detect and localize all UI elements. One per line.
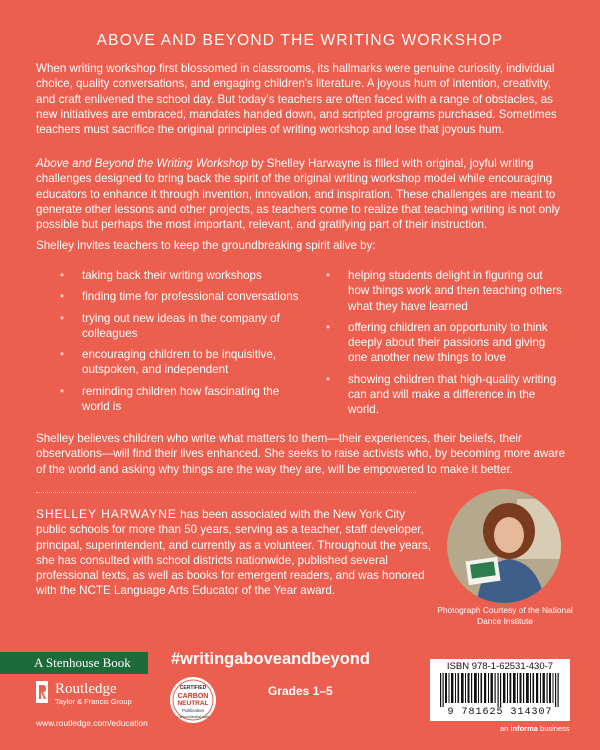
bullet-list-right bbox=[326, 268, 566, 424]
list-item: • showing children that high-quality writing can and will make a difference in the world. bbox=[326, 372, 557, 417]
barcode-icon bbox=[436, 673, 564, 707]
bullet-icon: • bbox=[60, 348, 65, 362]
list-item: • taking back their writing workshops bbox=[60, 269, 262, 282]
list-item: • helping students delight in figuring out how things work and then teaching others what they have learned bbox=[326, 269, 562, 313]
publisher-group: Taylor & Francis Group bbox=[55, 697, 132, 706]
carbon-logo-text: CarbonNeutral.com bbox=[176, 715, 210, 719]
list-item: • reminding children how fascinating the world is bbox=[60, 384, 280, 414]
author-photo bbox=[447, 489, 561, 603]
intro-paragraph: When writing workshop first blossomed in classrooms, its hallmarks were genuine curiosity, individual choice, quality conversations, and engaging children's literature. A joyous hum of intention, creativity, and craft enlivened the school day. But today's teachers are often faced with a range of obstacles, as new initiatives are embraced, mandates handed down, and scripted programs purchased. Sometimes teachers must sacrifice the original principles of writing workshop and lose that joyous hum. bbox=[36, 62, 557, 137]
carbon-logo-text: NEUTRAL bbox=[177, 700, 209, 707]
list-item: • trying out new ideas in the company of colleagues bbox=[60, 311, 280, 340]
list-item: • encouraging children to be inquisitive, outspoken, and independent bbox=[60, 348, 276, 377]
author-name: SHELLEY HARWAYNE bbox=[36, 507, 177, 521]
isbn-number: ISBN 978-1-62531-430-7 bbox=[446, 661, 554, 672]
publisher-name: Routledge bbox=[55, 681, 117, 697]
carbon-neutral-icon bbox=[169, 676, 217, 724]
invites-paragraph: Shelley invites teachers to keep the groundbreaking spirit alive by: bbox=[36, 239, 376, 252]
activists-paragraph: Shelley believes children who write what matters to them—their experiences, their beliefs, their observations—will find their lives enhanced. She seeks to raise activists who, by becoming more aware of the world and asking why things are the way they are, will be empowered to make it better. bbox=[36, 432, 566, 476]
list-item: • offering children an opportunity to think deeply about their passions and giving one another new things to love bbox=[326, 320, 548, 365]
bullet-icon: • bbox=[326, 269, 331, 282]
bullet-icon: • bbox=[326, 320, 331, 334]
carbon-logo-text: CARBON bbox=[177, 693, 209, 700]
carbon-logo-text: CERTIFIED bbox=[179, 685, 207, 691]
cover-title: ABOVE AND BEYOND THE WRITING WORKSHOP bbox=[96, 32, 504, 49]
informa-word: informa bbox=[510, 724, 538, 733]
list-item: • finding time for professional conversations bbox=[60, 290, 299, 304]
author-bio-text: has been associated with the New York City public schools for more than 50 years, serving as a teacher, staff developer, principal, superintendent, and currently as a volunteer. Throughout the years, she has consulted with school districts nationwide, published several professional texts, as well as books for emergent readers, and was honored with the NCTE Language Arts Educator of the Year award. bbox=[36, 508, 431, 598]
informa-tagline: an informa business bbox=[500, 724, 570, 733]
hashtag: #writingaboveandbeyond bbox=[171, 650, 370, 668]
routledge-logo-icon bbox=[36, 681, 48, 703]
barcode-digits: 9 781625 314307 bbox=[447, 707, 553, 718]
bullet-icon: • bbox=[60, 384, 65, 398]
publisher-url[interactable]: www.routledge.com/education bbox=[36, 718, 148, 728]
bullet-icon: • bbox=[60, 311, 65, 325]
book-description-paragraph bbox=[36, 156, 566, 232]
grades-label: Grades 1–5 bbox=[268, 684, 333, 698]
stenhouse-badge: A Stenhouse Book bbox=[0, 652, 148, 674]
isbn-barcode bbox=[430, 659, 570, 721]
book-description-text: by Shelley Harwayne is filled with original, joyful writing challenges designed to bring back the spirit of the original writing workshop model while encouraging educators to enhance it through invention, innovation, and inspiration. These challenges are meant to generate other lessons and other projects, as teachers come to realize that teaching writing is not only possible but perhaps the most important, relevant, and gratifying part of their instruction. bbox=[36, 157, 560, 232]
section-divider bbox=[36, 492, 416, 493]
photo-credit: Photograph Courtesy of the National Dance Institute bbox=[437, 605, 573, 626]
bullet-icon: • bbox=[60, 290, 65, 304]
bullet-icon: • bbox=[60, 269, 65, 282]
book-title-italic: Above and Beyond the Writing Workshop bbox=[36, 157, 249, 170]
author-photo-illustration bbox=[447, 489, 561, 603]
bullet-icon: • bbox=[326, 372, 331, 386]
bullet-list-left bbox=[60, 268, 300, 420]
carbon-logo-text: Publication bbox=[181, 708, 205, 713]
author-bio bbox=[36, 507, 436, 599]
